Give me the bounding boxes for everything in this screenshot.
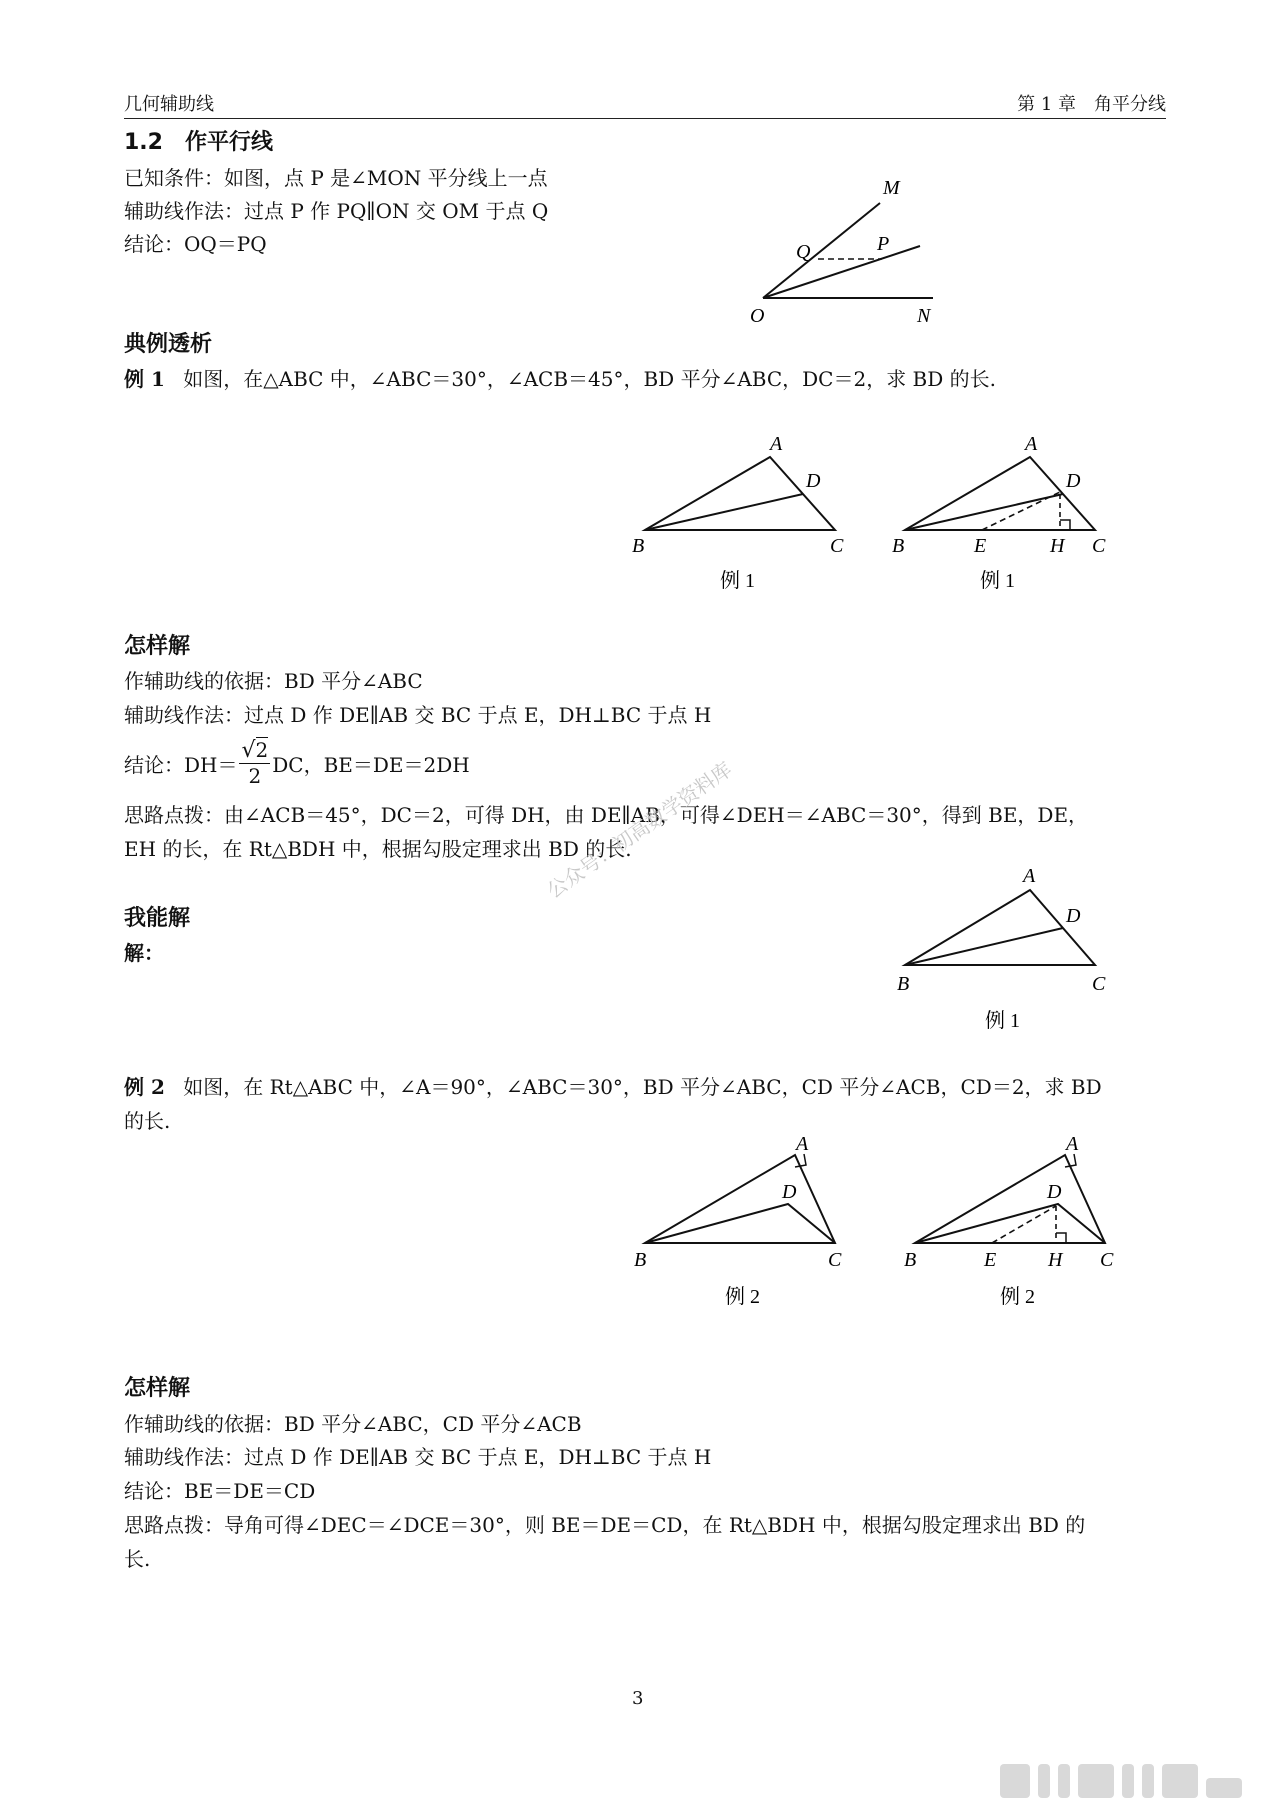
- figure-example-2-left: [620, 1130, 880, 1310]
- conclusion-suffix: DC，BE＝DE＝2DH: [272, 752, 470, 777]
- triangle-abc: [915, 1155, 1105, 1243]
- header-chapter-title: 第 1 章 角平分线: [1017, 94, 1166, 115]
- right-angle-mark: [1056, 1233, 1066, 1243]
- how-to-solve-1-basis: 作辅助线的依据：BD 平分∠ABC: [124, 669, 423, 693]
- fraction-denominator: 2: [248, 764, 262, 788]
- point-label-d: D: [1066, 470, 1081, 492]
- ray-op: [763, 246, 920, 298]
- example-1-label: 例 1: [124, 367, 165, 391]
- right-angle-mark: [1060, 520, 1070, 530]
- point-label-a: A: [1066, 1133, 1079, 1155]
- segment-bd: [905, 928, 1063, 965]
- example-2-statement-line1: [124, 1072, 1102, 1102]
- caption-example-1: 例 1: [720, 570, 755, 592]
- point-label-a: A: [1025, 433, 1038, 455]
- example-2-statement-line2: 的长.: [124, 1109, 171, 1133]
- caption-example-2: 例 2: [1000, 1286, 1035, 1308]
- example-1-text: 如图，在△ABC 中，∠ABC＝30°，∠ACB＝45°，BD 平分∠ABC，DC＝2，求 BD 的长.: [183, 367, 997, 391]
- triangle-abc: [645, 457, 835, 530]
- point-label-e: E: [974, 535, 987, 557]
- point-label-o: O: [750, 305, 765, 327]
- point-label-d: D: [782, 1181, 797, 1203]
- figure-example-1-right: [880, 430, 1130, 600]
- figure-example-2-right: [890, 1130, 1150, 1310]
- header-book-title: 几何辅助线: [124, 94, 214, 115]
- caption-example-2: 例 2: [725, 1286, 760, 1308]
- watermark-text: 公众号：初高数学资料库: [542, 757, 737, 903]
- segments-bd-dc: [645, 1204, 835, 1243]
- point-label-c: C: [1092, 973, 1106, 995]
- point-label-d: D: [1066, 905, 1081, 927]
- how-to-solve-1-title: 怎样解: [124, 634, 191, 659]
- how-to-solve-1-hint-line2: EH 的长，在 Rt△BDH 中，根据勾股定理求出 BD 的长.: [124, 837, 632, 861]
- point-label-c: C: [828, 1249, 842, 1271]
- point-label-c: C: [830, 535, 844, 557]
- can-solve-answer-label: 解：: [124, 941, 164, 965]
- how-to-solve-2-title: 怎样解: [124, 1376, 191, 1401]
- page-number: 3: [632, 1688, 644, 1709]
- section-title: 1.2 作平行线: [124, 130, 273, 155]
- segments-bd-dc: [915, 1204, 1105, 1243]
- how-to-solve-2-basis: 作辅助线的依据：BD 平分∠ABC，CD 平分∠ACB: [124, 1412, 582, 1436]
- point-label-b: B: [634, 1249, 647, 1271]
- decorative-bars-icon: [1000, 1758, 1260, 1798]
- point-label-b: B: [892, 535, 905, 557]
- point-label-b: B: [632, 535, 645, 557]
- segment-de: [992, 1206, 1056, 1243]
- how-to-solve-1-conclusion: [124, 738, 470, 788]
- figure-example-1-left: [620, 430, 870, 600]
- point-label-m: M: [883, 177, 900, 199]
- how-to-solve-2-conclusion: 结论：BE＝DE＝CD: [124, 1479, 316, 1503]
- fraction-sqrt-radicand: 2: [255, 738, 269, 762]
- how-to-solve-1-hint-line1: 思路点拨：由∠ACB＝45°，DC＝2，可得 DH，由 DE∥AB，可得∠DEH＝∠ABC＝30°，得到 BE，DE，: [124, 803, 1089, 827]
- how-to-solve-2-hint-line1: 思路点拨：导角可得∠DEC＝∠DCE＝30°，则 BE＝DE＝CD，在 Rt△BDH 中，根据勾股定理求出 BD 的: [124, 1513, 1086, 1537]
- example-1-statement: [124, 364, 996, 394]
- point-label-a: A: [796, 1133, 809, 1155]
- point-label-a: A: [1023, 865, 1036, 887]
- intro-condition: 已知条件：如图，点 P 是∠MON 平分线上一点: [124, 166, 548, 190]
- segment-bd: [905, 494, 1063, 530]
- triangle-abc: [905, 890, 1095, 965]
- point-label-d: D: [806, 470, 821, 492]
- figure-angle-mon: [730, 170, 970, 330]
- point-label-n: N: [917, 305, 931, 327]
- figure-can-solve: [880, 860, 1130, 1040]
- page-header: [124, 88, 1166, 119]
- how-to-solve-2-method: 辅助线作法：过点 D 作 DE∥AB 交 BC 于点 E，DH⊥BC 于点 H: [124, 1445, 712, 1469]
- triangle-abc: [645, 1155, 835, 1243]
- fraction-sqrt2-over-2: $\frac{√2}{2}$: [241, 738, 269, 788]
- typical-examples-title: 典例透析: [124, 332, 213, 357]
- caption-example-1: 例 1: [980, 570, 1015, 592]
- example-2-label: 例 2: [124, 1075, 165, 1099]
- point-label-b: B: [904, 1249, 917, 1271]
- can-solve-title: 我能解: [124, 906, 191, 931]
- point-label-a: A: [770, 433, 783, 455]
- point-label-c: C: [1100, 1249, 1114, 1271]
- point-label-c: C: [1092, 535, 1106, 557]
- point-label-p: P: [877, 233, 890, 255]
- caption-example-1: 例 1: [985, 1010, 1020, 1032]
- how-to-solve-2-hint-line2: 长.: [124, 1547, 151, 1571]
- point-label-h: H: [1050, 535, 1065, 557]
- intro-method: 辅助线作法：过点 P 作 PQ∥ON 交 OM 于点 Q: [124, 199, 549, 223]
- intro-conclusion: 结论：OQ＝PQ: [124, 232, 267, 256]
- conclusion-prefix: 结论：DH＝: [124, 752, 238, 777]
- point-label-h: H: [1048, 1249, 1063, 1271]
- ray-om: [763, 203, 880, 298]
- how-to-solve-1-method: 辅助线作法：过点 D 作 DE∥AB 交 BC 于点 E，DH⊥BC 于点 H: [124, 703, 712, 727]
- point-label-d: D: [1047, 1181, 1062, 1203]
- point-label-q: Q: [796, 241, 811, 263]
- segment-bd: [645, 494, 803, 530]
- example-2-text: 如图，在 Rt△ABC 中，∠A＝90°，∠ABC＝30°，BD 平分∠ABC，CD 平分∠ACB，CD＝2，求 BD: [183, 1075, 1102, 1099]
- point-label-e: E: [984, 1249, 997, 1271]
- triangle-abc: [905, 457, 1095, 530]
- point-label-b: B: [897, 973, 910, 995]
- segment-de: [982, 492, 1060, 530]
